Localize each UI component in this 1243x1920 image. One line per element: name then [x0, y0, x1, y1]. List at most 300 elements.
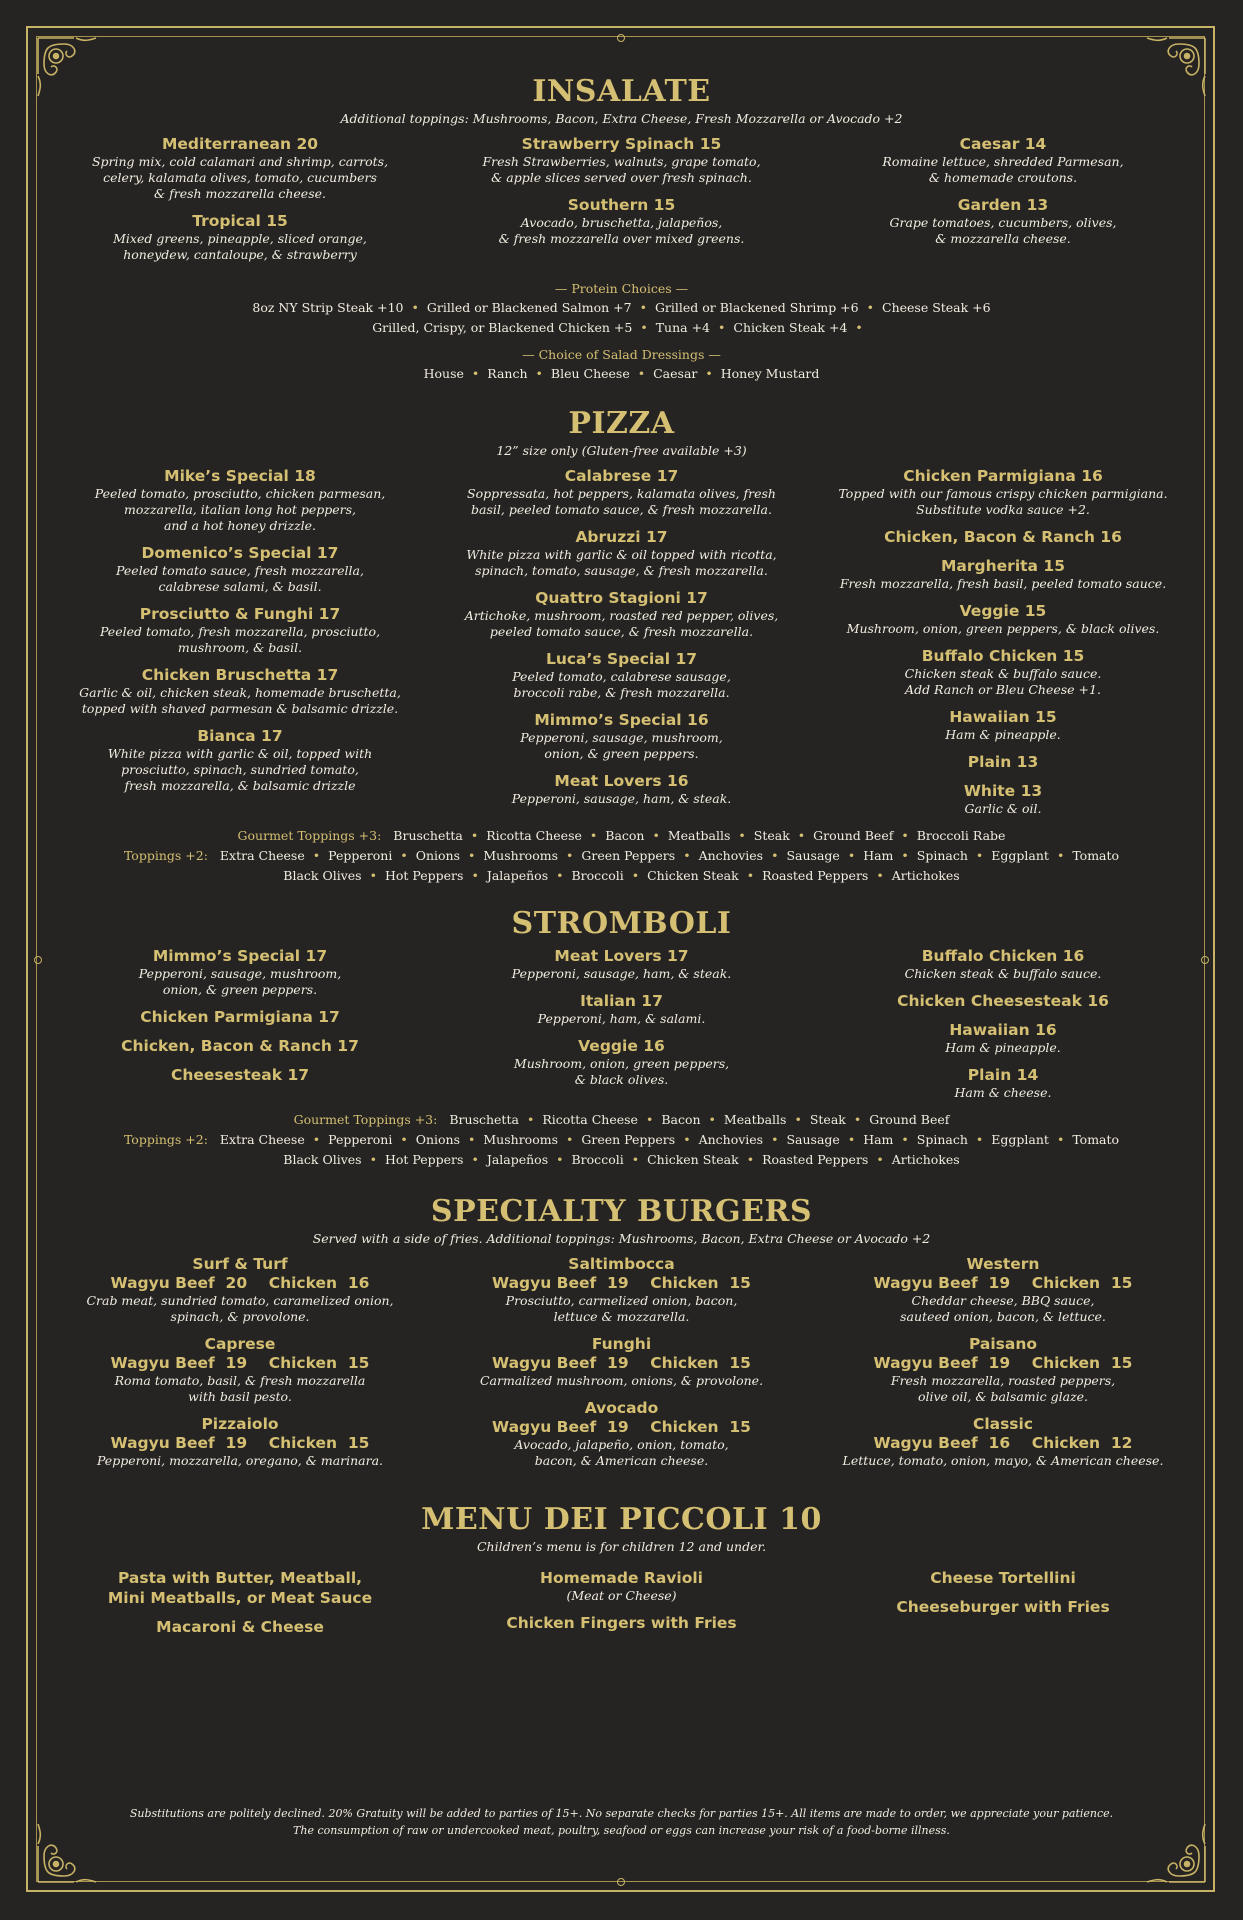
bullet-icon: •	[640, 320, 648, 335]
list-entry: Cheese Steak +6	[882, 300, 991, 315]
item-description: (Meat or Cheese)	[566, 1588, 677, 1603]
menu-item	[442, 134, 802, 186]
item-name: Mimmo’s Special	[152, 947, 301, 965]
item-title	[442, 1036, 802, 1056]
item-title	[60, 665, 420, 685]
menu-item	[442, 466, 802, 518]
item-title	[823, 781, 1183, 801]
item-title	[442, 649, 802, 669]
bullet-icon: •	[901, 848, 909, 863]
bullet-icon: •	[1056, 1132, 1065, 1147]
list-entry: Chicken Steak	[647, 1152, 739, 1167]
menu-item	[823, 466, 1183, 518]
item-description: Mushroom, onion, green peppers, & black olives.	[513, 1056, 730, 1087]
item-price: 16	[1062, 947, 1085, 965]
item-price: 16	[1087, 992, 1109, 1010]
section-title: INSALATE	[532, 74, 711, 109]
bullet-icon: •	[468, 1132, 476, 1147]
item-name: Cheeseburger with Fries	[896, 1598, 1110, 1616]
item-description: Pepperoni, sausage, ham, & steak.	[511, 791, 732, 806]
menu-item	[60, 1254, 420, 1325]
menu-item	[60, 604, 420, 656]
bullet-icon: •	[652, 828, 660, 843]
list-entry: Eggplant	[991, 848, 1049, 863]
list-entry: Tuna +4	[655, 320, 711, 335]
item-description: Pepperoni, sausage, mushroom, onion, & green peppers.	[138, 966, 342, 997]
menu-item	[442, 1036, 802, 1088]
item-price: 13	[1016, 753, 1039, 771]
bullet-icon: •	[471, 1152, 479, 1167]
item-description: Pepperoni, sausage, mushroom, onion, & green peppers.	[520, 730, 723, 761]
item-price: 15	[653, 196, 676, 214]
bullet-icon: •	[853, 1112, 862, 1127]
menu-item	[823, 1334, 1183, 1405]
item-price: 17	[656, 467, 679, 485]
list-entry: Ground Beef	[869, 1112, 950, 1127]
protein-list	[60, 318, 1183, 338]
section-subtitle: Additional toppings: Mushrooms, Bacon, Extra Cheese, Fresh Mozzarella or Avocado +2	[340, 111, 903, 126]
menu-item	[60, 1036, 420, 1056]
item-description: Lettuce, tomato, onion, mayo, & American cheese.	[842, 1453, 1164, 1468]
item-name: Buffalo Chicken	[921, 647, 1058, 665]
item-price: 13	[1026, 196, 1049, 214]
item-price: 15	[1062, 647, 1085, 665]
bullet-icon: •	[312, 848, 321, 863]
menu-item	[823, 134, 1183, 186]
item-description: Pepperoni, mozzarella, oregano, & marinara.	[96, 1453, 384, 1468]
bullet-icon: •	[556, 868, 564, 883]
bullet-icon: •	[866, 300, 874, 315]
item-price: 15	[1035, 708, 1057, 726]
bullet-icon: •	[556, 1152, 564, 1167]
list-entry: Ham	[863, 848, 894, 863]
toppings-label: Toppings +2:	[123, 848, 208, 863]
bullet-icon: •	[901, 828, 909, 843]
bullet-icon: •	[471, 366, 480, 381]
bullet-icon: •	[637, 366, 646, 381]
item-title	[60, 1065, 420, 1085]
menu-item	[442, 527, 802, 579]
toppings-list	[60, 866, 1183, 886]
item-description: White pizza with garlic & oil, topped with prosciutto, spinach, sundried tomato, fresh mozzarella, & balsamic drizzle	[107, 746, 373, 793]
list-entry: Broccoli	[571, 1152, 624, 1167]
list-entry: Roasted Peppers	[762, 1152, 869, 1167]
menu-item	[442, 771, 802, 807]
menu-item	[823, 527, 1183, 547]
list-entry: 8oz NY Strip Steak +10	[252, 300, 404, 315]
item-description: Pepperoni, ham, & salami.	[537, 1011, 706, 1026]
menu-item	[442, 1613, 802, 1633]
item-description: Artichoke, mushroom, roasted red pepper, olives, peeled tomato sauce, & fresh mozzarella.	[464, 608, 779, 639]
item-price: 16	[1035, 1021, 1057, 1039]
list-entry: Anchovies	[698, 1132, 764, 1147]
menu-item	[60, 134, 420, 202]
list-entry: Bruschetta	[393, 828, 463, 843]
border-ornament-icon	[617, 34, 625, 42]
item-description: Soppressata, hot peppers, kalamata olives, fresh basil, peeled tomato sauce, & fresh mozzarella.	[467, 486, 776, 517]
menu-item	[60, 1007, 420, 1027]
list-entry: Onions	[415, 1132, 460, 1147]
item-title	[442, 466, 802, 486]
list-entry: Tomato	[1072, 1132, 1120, 1147]
item-name: Margherita	[941, 557, 1038, 575]
list-entry: Steak	[753, 828, 790, 843]
item-price: 17	[287, 1066, 310, 1084]
list-entry: Grilled, Crispy, or Blackened Chicken +5	[372, 320, 633, 335]
stromboli-section	[60, 906, 1183, 1170]
item-price: 15	[266, 212, 288, 230]
section-subtitle: Served with a side of fries. Additional toppings: Mushrooms, Bacon, Extra Cheese or Avocado +2	[312, 1231, 931, 1246]
item-title	[60, 211, 420, 231]
bullet-icon: •	[708, 1112, 716, 1127]
item-name: Calabrese	[564, 467, 652, 485]
item-name: Meat Lovers	[554, 772, 662, 790]
item-columns	[60, 946, 1183, 1110]
list-entry: Hot Peppers	[384, 868, 464, 883]
menu-column	[823, 1568, 1183, 1646]
item-prices: Wagyu Beef 19 Chicken 15	[110, 1434, 370, 1452]
list-entry: Bacon	[661, 1112, 701, 1127]
item-name: Hawaiian	[949, 708, 1030, 726]
gourmet-label: Gourmet Toppings +3:	[293, 1112, 438, 1127]
list-entry: Caesar	[653, 366, 698, 381]
item-price: 16	[1081, 467, 1103, 485]
item-name: Chicken, Bacon & Ranch	[121, 1037, 332, 1055]
item-description: Spring mix, cold calamari and shrimp, carrots, celery, kalamata olives, tomato, cucumbers & fresh mozzarella cheese.	[91, 154, 389, 201]
list-entry: Tomato	[1072, 848, 1120, 863]
item-title	[60, 134, 420, 154]
item-title	[442, 771, 802, 791]
item-price: 16	[687, 711, 709, 729]
item-description: Prosciutto, carmelized onion, bacon, lettuce & mozzarella.	[505, 1293, 738, 1324]
bullet-icon: •	[975, 848, 984, 863]
item-title	[823, 707, 1183, 727]
item-prices: Wagyu Beef 19 Chicken 15	[873, 1274, 1133, 1292]
list-entry: Spinach	[916, 1132, 968, 1147]
gourmet-list	[393, 828, 1005, 843]
list-entry: Meatballs	[667, 828, 731, 843]
list-entry: Extra Cheese	[219, 1132, 305, 1147]
toppings-list	[220, 1132, 1119, 1147]
list-entry: Grilled or Blackened Salmon +7	[426, 300, 632, 315]
menu-item	[823, 195, 1183, 247]
menu-column	[60, 1568, 420, 1646]
item-title	[442, 946, 802, 966]
item-description: Ham & cheese.	[954, 1085, 1052, 1100]
item-title	[823, 556, 1183, 576]
list-entry: Sausage	[786, 1132, 840, 1147]
item-price: 17	[645, 528, 668, 546]
item-prices: Wagyu Beef 20 Chicken 16	[110, 1274, 370, 1292]
gourmet-toppings	[60, 826, 1183, 846]
item-title	[823, 1020, 1183, 1040]
footer-line: The consumption of raw or undercooked meat, poultry, seafood or eggs can increase your risk of a food-borne illness.	[293, 1824, 950, 1837]
menu-column	[442, 1568, 802, 1646]
bullet-icon: •	[901, 1132, 909, 1147]
menu-item	[442, 946, 802, 982]
item-name: Plain	[967, 753, 1012, 771]
item-description: White pizza with garlic & oil topped with ricotta, spinach, tomato, sausage, & fresh mozzarella.	[466, 547, 777, 578]
item-price: 16	[667, 772, 689, 790]
list-entry: Jalapeños	[486, 868, 549, 883]
item-name: Hawaiian	[949, 1021, 1030, 1039]
list-entry: Bacon	[605, 828, 645, 843]
section-title: SPECIALTY BURGERS	[430, 1194, 813, 1229]
item-description: Peeled tomato, calabrese sausage, broccoli rabe, & fresh mozzarella.	[512, 669, 731, 700]
menu-column	[442, 1254, 802, 1478]
section-subtitle: Children’s menu is for children 12 and under.	[476, 1539, 767, 1554]
kids-section	[60, 1502, 1183, 1646]
item-name: Plain	[967, 1066, 1012, 1084]
toppings-label: Toppings +2:	[123, 1132, 208, 1147]
item-name: White	[963, 782, 1016, 800]
menu-column	[823, 466, 1183, 826]
item-name: Meat Lovers	[554, 947, 662, 965]
bullet-icon: •	[794, 1112, 802, 1127]
item-title	[442, 134, 802, 154]
item-name: Abruzzi	[575, 528, 641, 546]
item-name: Chicken, Bacon & Ranch	[884, 528, 1095, 546]
bullet-icon: •	[470, 828, 479, 843]
item-title	[442, 527, 802, 547]
item-name: Quattro Stagioni	[535, 589, 681, 607]
menu-item	[60, 946, 420, 998]
item-description: Topped with our famous crispy chicken parmigiana. Substitute vodka sauce +2.	[838, 486, 1168, 517]
bullet-icon: •	[369, 868, 377, 883]
toppings	[60, 846, 1183, 866]
item-columns	[60, 466, 1183, 826]
list-entry: Bruschetta	[449, 1112, 519, 1127]
item-name: Buffalo Chicken	[921, 947, 1058, 965]
item-description: Chicken steak & buffalo sauce.	[904, 966, 1102, 981]
item-description: Peeled tomato, prosciutto, chicken parmesan, mozzarella, italian long hot peppers, and a hot honey drizzle.	[94, 486, 386, 533]
list-entry: Green Peppers	[581, 848, 676, 863]
bullet-icon: •	[746, 1152, 755, 1167]
list-entry: Black Olives	[283, 868, 362, 883]
bullet-icon: •	[683, 848, 691, 863]
border-ornament-icon	[617, 1878, 625, 1886]
item-name: Chicken Parmigiana	[903, 467, 1076, 485]
item-title	[823, 752, 1183, 772]
bullet-icon: •	[683, 1132, 691, 1147]
list-entry: Mushrooms	[483, 1132, 558, 1147]
item-description: Pepperoni, sausage, ham, & steak.	[511, 966, 732, 981]
item-name: Tropical	[192, 212, 261, 230]
toppings	[60, 1130, 1183, 1150]
burgers-section	[60, 1194, 1183, 1478]
menu-item	[60, 726, 420, 794]
list-entry: Mushrooms	[483, 848, 558, 863]
item-prices: Wagyu Beef 19 Chicken 15	[492, 1274, 751, 1292]
item-name: Cheese Tortellini	[930, 1569, 1076, 1587]
item-name: Domenico’s Special	[141, 544, 312, 562]
item-title	[823, 195, 1183, 215]
list-entry: Ham	[863, 1132, 894, 1147]
bullet-icon: •	[876, 868, 884, 883]
item-description: Fresh mozzarella, fresh basil, peeled tomato sauce.	[839, 576, 1167, 591]
list-entry: Sausage	[786, 848, 840, 863]
item-description: Ham & pineapple.	[945, 1040, 1061, 1055]
item-title	[442, 588, 802, 608]
bullet-icon: •	[400, 848, 408, 863]
menu-item	[60, 1414, 420, 1469]
footer-note	[60, 1805, 1183, 1839]
menu-column	[442, 946, 802, 1110]
list-entry: Broccoli Rabe	[916, 828, 1006, 843]
menu-item	[823, 707, 1183, 743]
border-ornament-icon	[34, 956, 42, 964]
list-entry: Eggplant	[991, 1132, 1049, 1147]
item-price: 16	[1100, 528, 1122, 546]
protein-list	[60, 298, 1183, 318]
list-entry: Black Olives	[283, 1152, 362, 1167]
menu-item	[823, 1254, 1183, 1325]
list-entry: Green Peppers	[581, 1132, 676, 1147]
bullet-icon: •	[797, 828, 806, 843]
item-columns	[60, 134, 1183, 272]
list-entry: Steak	[809, 1112, 846, 1127]
bullet-icon: •	[400, 1132, 408, 1147]
item-title	[442, 991, 802, 1011]
item-price: 17	[318, 1008, 340, 1026]
menu-item	[823, 1020, 1183, 1056]
bullet-icon: •	[718, 320, 726, 335]
item-name: Southern	[567, 196, 649, 214]
list-entry: Pepperoni	[328, 1132, 393, 1147]
bullet-icon: •	[705, 366, 713, 381]
list-entry: Ranch	[487, 366, 528, 381]
item-description: Grape tomatoes, cucumbers, olives, & mozzarella cheese.	[889, 215, 1117, 246]
menu-item	[60, 665, 420, 717]
item-name: Funghi	[591, 1335, 652, 1353]
list-entry: Jalapeños	[486, 1152, 549, 1167]
item-price: 17	[318, 605, 341, 623]
list-entry: Ground Beef	[813, 828, 894, 843]
item-name: Surf & Turf	[192, 1255, 288, 1273]
dressing-list	[60, 364, 1183, 384]
item-name: Paisano	[968, 1335, 1038, 1353]
bullet-icon: •	[876, 1152, 884, 1167]
item-price: 16	[643, 1037, 665, 1055]
list-entry: Roasted Peppers	[762, 868, 869, 883]
item-title	[823, 946, 1183, 966]
item-description: Garlic & oil, chicken steak, homemade bruschetta, topped with shaved parmesan & balsamic drizzle.	[79, 685, 401, 716]
list-entry: Bleu Cheese	[550, 366, 630, 381]
menu-column	[823, 134, 1183, 272]
bullet-icon: •	[738, 828, 746, 843]
item-title	[60, 946, 420, 966]
item-name: Mike’s Special	[164, 467, 289, 485]
item-description: Mixed greens, pineapple, sliced orange, honeydew, cantaloupe, & strawberry	[113, 231, 367, 262]
item-price: 15	[1024, 602, 1047, 620]
item-name: Bianca	[197, 727, 256, 745]
menu-item	[823, 1568, 1183, 1588]
list-entry: Artichokes	[891, 868, 960, 883]
section-title: STROMBOLI	[511, 906, 732, 941]
item-price: 17	[641, 992, 663, 1010]
menu-item	[823, 991, 1183, 1011]
menu-item	[60, 1568, 420, 1608]
list-entry: Anchovies	[698, 848, 764, 863]
item-description: Chicken steak & buffalo sauce. Add Ranch or Bleu Cheese +1.	[904, 666, 1102, 697]
bullet-icon: •	[589, 828, 598, 843]
item-description: Fresh Strawberries, walnuts, grape tomato, & apple slices served over fresh spinach.	[482, 154, 761, 185]
item-description: Crab meat, sundried tomato, caramelized onion, spinach, & provolone.	[86, 1293, 394, 1324]
item-name: Pizzaiolo	[201, 1415, 279, 1433]
item-title	[442, 710, 802, 730]
item-name: Veggie	[959, 602, 1020, 620]
section-subtitle: 12” size only (Gluten-free available +3)	[496, 443, 747, 458]
bullet-icon: •	[975, 1132, 984, 1147]
item-price: 17	[316, 666, 339, 684]
menu-item	[442, 1334, 802, 1389]
item-name: Caesar	[959, 135, 1020, 153]
item-name: Chicken Parmigiana	[140, 1008, 313, 1026]
menu-column	[442, 466, 802, 826]
item-name: Avocado	[584, 1399, 659, 1417]
menu-item	[442, 649, 802, 701]
item-description: Garlic & oil.	[964, 801, 1042, 816]
list-entry: Artichokes	[891, 1152, 960, 1167]
item-title	[823, 646, 1183, 666]
list-entry: Ricotta Cheese	[542, 1112, 638, 1127]
section-title: PIZZA	[568, 406, 675, 441]
gourmet-list	[449, 1112, 949, 1127]
gourmet-label: Gourmet Toppings +3:	[237, 828, 382, 843]
dressing-heading: — Choice of Salad Dressings —	[522, 347, 721, 362]
bullet-icon: •	[847, 1132, 856, 1147]
item-title	[823, 134, 1183, 154]
item-name: Luca’s Special	[545, 650, 671, 668]
menu-item	[442, 1398, 802, 1469]
list-entry: Spinach	[916, 848, 968, 863]
list-entry: Chicken Steak +4	[733, 320, 848, 335]
item-price: 14	[1016, 1066, 1039, 1084]
bullet-icon: •	[565, 1132, 574, 1147]
item-title	[442, 195, 802, 215]
item-price: 17	[305, 947, 328, 965]
menu-item	[442, 588, 802, 640]
menu-item	[442, 195, 802, 247]
menu-column	[823, 1254, 1183, 1478]
menu-item	[823, 1414, 1183, 1469]
item-title	[60, 466, 420, 486]
item-name: Prosciutto & Funghi	[139, 605, 314, 623]
item-name: Homemade Ravioli	[540, 1569, 703, 1587]
list-entry: Meatballs	[723, 1112, 787, 1127]
list-entry: Ricotta Cheese	[486, 828, 582, 843]
border-ornament-icon	[1201, 956, 1209, 964]
item-title	[60, 543, 420, 563]
protein-heading: — Protein Choices —	[554, 281, 689, 296]
item-prices: Wagyu Beef 19 Chicken 15	[492, 1418, 751, 1436]
list-entry: Broccoli	[571, 868, 624, 883]
bullet-icon: •	[369, 1152, 377, 1167]
item-name: Western	[966, 1255, 1040, 1273]
toppings-list	[60, 1150, 1183, 1170]
item-name: Saltimbocca	[568, 1255, 675, 1273]
item-description: Cheddar cheese, BBQ sauce, sauteed onion, bacon, & lettuce.	[900, 1293, 1106, 1324]
bullet-icon: •	[631, 1152, 640, 1167]
menu-item	[442, 710, 802, 762]
list-entry: Extra Cheese	[219, 848, 305, 863]
bullet-icon: •	[771, 848, 779, 863]
menu-column	[60, 134, 420, 272]
item-title	[823, 991, 1183, 1011]
item-name: Chicken Cheesesteak	[897, 992, 1082, 1010]
item-price: 18	[294, 467, 316, 485]
item-name: Classic	[972, 1415, 1034, 1433]
